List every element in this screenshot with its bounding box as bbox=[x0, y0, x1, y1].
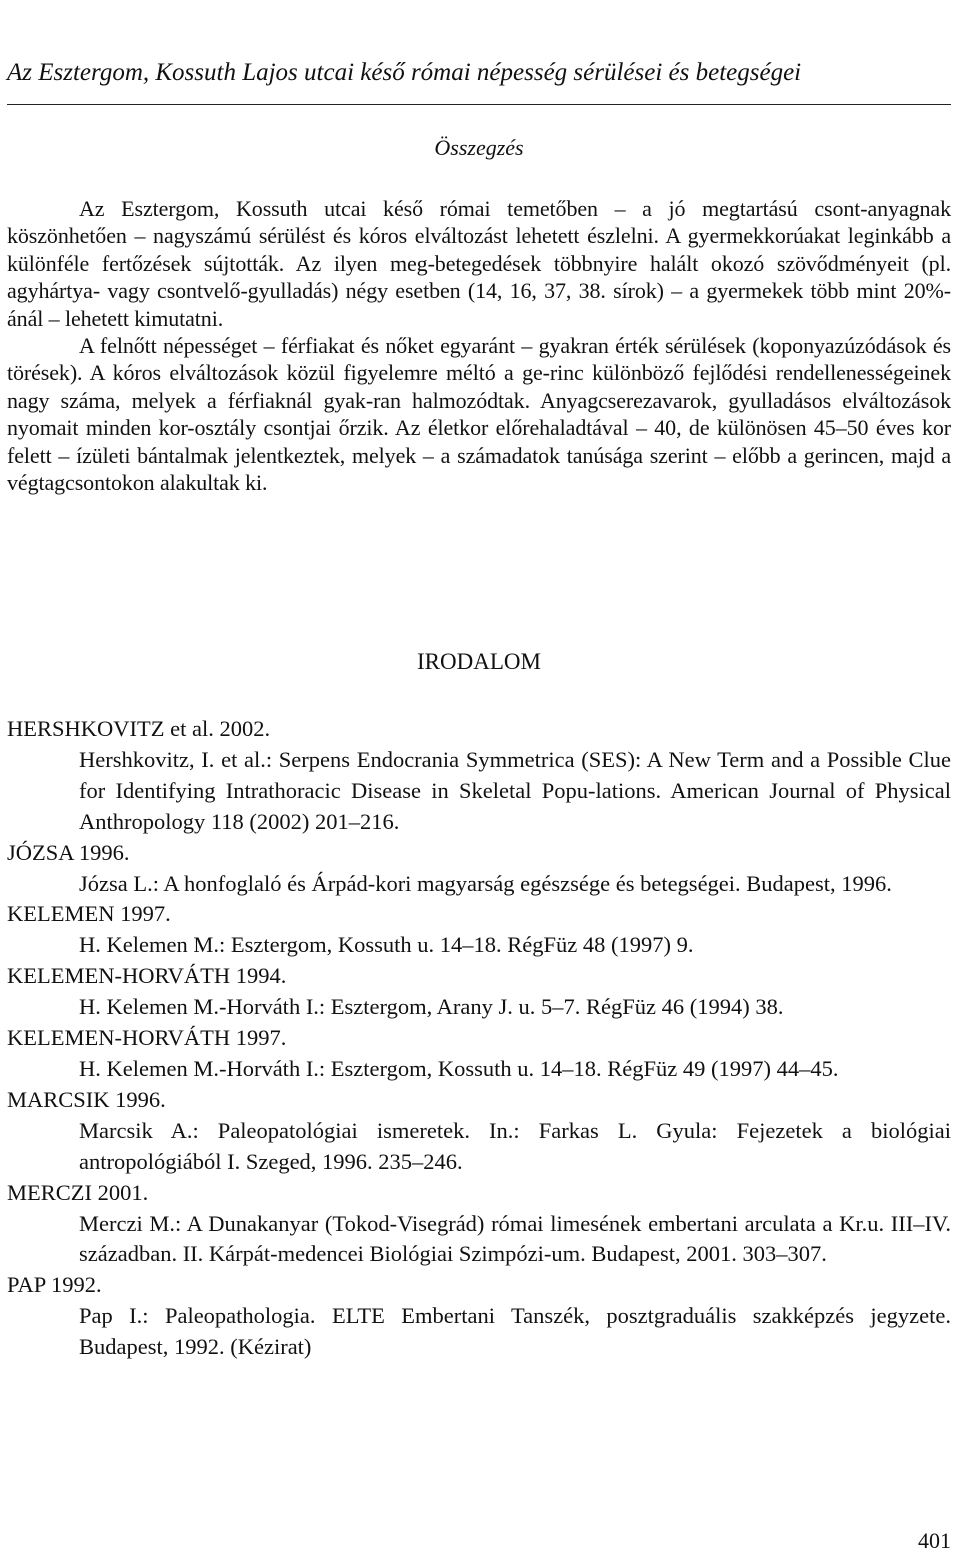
reference-entry bbox=[7, 1023, 951, 1085]
page-number: 401 bbox=[918, 1528, 951, 1553]
reference-text: H. Kelemen M.-Horváth I.: Esztergom, Kossuth u. 14–18. RégFüz 49 (1997) 44–45. bbox=[79, 1055, 839, 1081]
reference-key: MARCSIK 1996. bbox=[7, 1086, 166, 1112]
section-title: Összegzés bbox=[434, 135, 524, 160]
reference-text: Józsa L.: A honfoglaló és Árpád-kori magyarság egészsége és betegségei. Budapest, 1996. bbox=[79, 870, 892, 896]
references-heading: IRODALOM bbox=[417, 649, 541, 674]
running-header: Az Esztergom, Kossuth Lajos utcai késő római népesség sérülései és betegségei bbox=[7, 59, 802, 86]
reference-text: H. Kelemen M.-Horváth I.: Esztergom, Arany J. u. 5–7. RégFüz 46 (1994) 38. bbox=[79, 994, 784, 1020]
reference-entry bbox=[7, 1270, 951, 1363]
reference-entry bbox=[7, 714, 951, 838]
reference-list bbox=[7, 714, 951, 1363]
header-divider bbox=[7, 104, 951, 105]
reference-key: KELEMEN-HORVÁTH 1997. bbox=[7, 1025, 287, 1051]
reference-key: KELEMEN 1997. bbox=[7, 901, 171, 927]
reference-text: Marcsik A.: Paleopatológiai ismeretek. In.: Farkas L. Gyula: Fejezetek a biológiai antropológiából I. Szeged, 1996. 235–246. bbox=[79, 1117, 951, 1174]
reference-text: H. Kelemen M.: Esztergom, Kossuth u. 14–18. RégFüz 48 (1997) 9. bbox=[79, 932, 694, 958]
reference-text: Hershkovitz, I. et al.: Serpens Endocrania Symmetrica (SES): A New Term and a Possible Clue for Identifying Intrathoracic Disease in Skeletal Popu-lations. American Journal of Physical Anthropology 118 (2002) 201–216. bbox=[79, 746, 951, 834]
reference-key: KELEMEN-HORVÁTH 1994. bbox=[7, 963, 287, 989]
reference-entry bbox=[7, 899, 951, 961]
reference-key: HERSHKOVITZ et al. 2002. bbox=[7, 716, 271, 741]
reference-entry bbox=[7, 1178, 951, 1271]
reference-entry bbox=[7, 838, 951, 900]
reference-entry bbox=[7, 1085, 951, 1178]
summary-body bbox=[7, 195, 951, 496]
reference-key: JÓZSA 1996. bbox=[7, 839, 130, 865]
reference-entry bbox=[7, 961, 951, 1023]
reference-key: MERCZI 2001. bbox=[7, 1179, 149, 1205]
document-page bbox=[7, 0, 951, 1566]
reference-text: Merczi M.: A Dunakanyar (Tokod-Visegrád) római limesének embertani arculata a Kr.u. III–IV. században. II. Kárpát-medencei Biológiai Szimpózi-um. Budapest, 2001. 303–307. bbox=[79, 1210, 951, 1267]
reference-text: Pap I.: Paleopathologia. ELTE Embertani Tanszék, posztgraduális szakképzés jegyzete. Budapest, 1992. (Kézirat) bbox=[79, 1303, 951, 1360]
summary-paragraph: A felnőtt népességet – férfiakat és nőket egyaránt – gyakran érték sérülések (koponyazúzódások és törések). A kóros elváltozások közül figyelemre méltó a ge-rinc különböző fejlődési rendellenességeinek nagy száma, melyek a férfiaknál gyak-ran halmozódtak. Anyagcserezavarok, gyulladásos elváltozások nyomait minden kor-osztály csontjai őrzik. Az életkor előrehaladtával – 40, de különösen 45–50 éves kor felett – ízületi bántalmak jelentkeztek, melyek – a számadatok tanúsága szerint – előbb a gerincen, majd a végtagcsontokon alakultak ki. bbox=[7, 333, 951, 496]
summary-paragraph: Az Esztergom, Kossuth utcai késő római temetőben – a jó megtartású csont-anyagnak köszönhetően – nagyszámú sérülést és kóros elváltozást lehetett észlelni. A gyermekkorúakat leginkább a különféle fertőzések sújtották. Az ilyen meg-betegedések többnyire halált okozó szövődményeit (pl. agyhártya- vagy csontvelő-gyulladás) négy esetben (14, 16, 37, 38. sírok) – a gyermekek több mint 20%-ánál – lehetett kimutatni. bbox=[7, 196, 951, 331]
reference-key: PAP 1992. bbox=[7, 1272, 102, 1298]
